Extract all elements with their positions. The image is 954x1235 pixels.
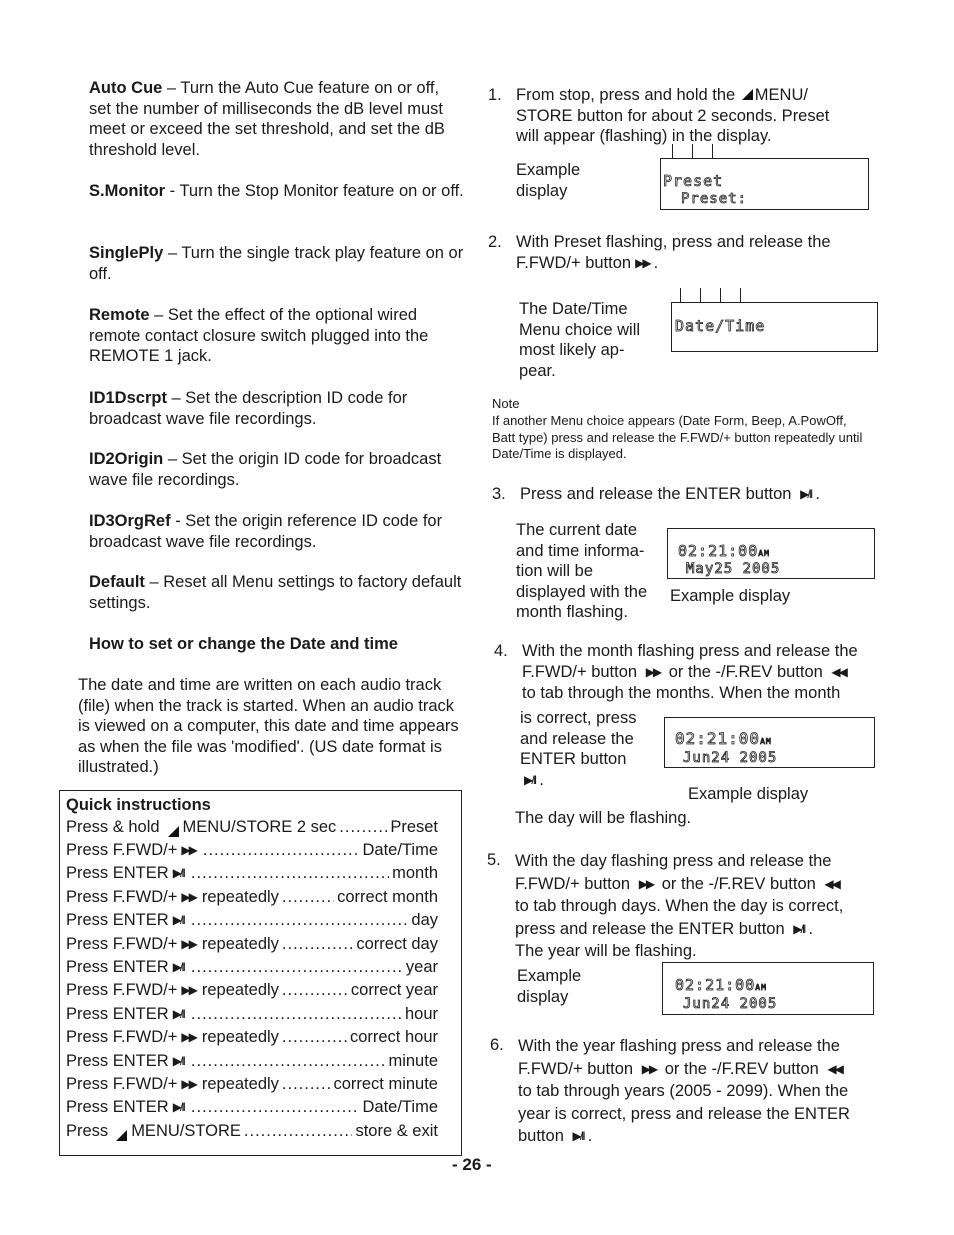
fast-forward-icon: ▶▶ — [181, 983, 196, 998]
quick-instruction-row: Press ENTER ▶/II ..... year — [66, 955, 438, 977]
step-1-number: 1. — [488, 86, 502, 104]
step-4-continued: is correct, press and release the ENTER button ▶/II . — [520, 709, 637, 789]
quick-instruction-row: Press ENTER ▶/II ..... hour — [66, 1002, 438, 1024]
step-5-caption: Example display — [517, 967, 582, 1006]
step-4-number: 4. — [494, 642, 508, 660]
lcd-display-year: 02:21:00AM Jun24 2005 — [662, 962, 874, 1015]
step-2-caption: The Date/Time Menu choice will most likely ap-pear. — [519, 300, 641, 380]
play-pause-icon: ▶/II — [800, 487, 812, 501]
play-pause-icon: ▶/II — [172, 866, 184, 881]
step-4-text: With the month flashing press and release the F.FWD/+ button ▶▶ or the -/F.REV button ◀◀ to tab through the months. When the month — [522, 642, 858, 702]
def-singleply: SinglePly – Turn the single track play feature on or off. — [89, 244, 464, 283]
fast-forward-icon: ▶▶ — [645, 664, 661, 679]
section-heading: How to set or change the Date and time — [89, 635, 398, 653]
step-2-number: 2. — [488, 233, 502, 251]
quick-instruction-row: Press ENTER ▶/II ..... minute — [66, 1049, 438, 1071]
play-pause-icon: ▶/II — [524, 772, 536, 787]
quick-instruction-row: Press F.FWD/+ ▶▶ ..... Date/Time — [66, 838, 438, 860]
fast-forward-icon: ▶▶ — [181, 842, 196, 857]
play-pause-icon: ▶/II — [172, 1053, 184, 1068]
step-1-caption: Example display — [516, 161, 581, 200]
lcd-display-month-flashing: 02:21:00AM May25 2005 — [667, 528, 875, 579]
play-pause-icon: ▶/II — [793, 921, 805, 936]
fast-forward-icon: ▶▶ — [641, 1061, 657, 1076]
fast-forward-icon: ▶▶ — [181, 889, 196, 904]
step-3-number: 3. — [492, 485, 506, 503]
quick-instruction-row: Press ENTER ▶/II ..... Date/Time — [66, 1096, 438, 1118]
quick-instruction-row: Press F.FWD/+ ▶▶ repeatedly ..... correct day — [66, 932, 438, 954]
note-text: If another Menu choice appears (Date Form, Beep, A.PowOff, Batt type) press and release the F.FWD/+ button repeatedly until Date/Time is displayed. — [492, 413, 863, 461]
play-pause-icon: ▶/II — [172, 959, 184, 974]
step-3-caption: The current date and time informa-tion will be displayed with the month flashing. — [516, 521, 648, 621]
fast-forward-icon: ▶▶ — [181, 1030, 196, 1045]
menu-triangle-icon — [742, 89, 753, 100]
fast-forward-icon: ▶▶ — [181, 936, 196, 951]
def-auto-cue: Auto Cue – Turn the Auto Cue feature on or off, set the number of milliseconds the dB level must meet or exceed the set threshold, and set the dB threshold level. — [89, 79, 445, 159]
rewind-icon: ◀◀ — [824, 876, 839, 891]
menu-triangle-icon — [116, 1130, 127, 1141]
intro-paragraph: The date and time are written on each audio track (file) when the track is started. When an audio track is viewed on a computer, this date and time appears as when the file was 'modified'. (US date format is illustrated.) — [78, 676, 459, 776]
quick-instruction-row: Press F.FWD/+ ▶▶ repeatedly ..... correct hour — [66, 1026, 438, 1048]
def-default: Default – Reset all Menu settings to factory default settings. — [89, 573, 462, 612]
play-pause-icon: ▶/II — [172, 1006, 184, 1021]
lcd-display-date-time: Date/Time — [671, 302, 878, 352]
play-pause-icon: ▶/II — [172, 913, 184, 928]
fast-forward-icon: ▶▶ — [635, 255, 650, 270]
step-2-text: With Preset flashing, press and release the F.FWD/+ button ▶▶ . — [516, 233, 831, 272]
menu-triangle-icon — [168, 826, 179, 837]
def-remote: Remote – Set the effect of the optional wired remote contact closure switch plugged into the REMOTE 1 jack. — [89, 306, 429, 365]
step-6-text: With the year flashing press and release the F.FWD/+ button ▶▶ or the -/F.REV button ◀◀ to tab through years (2005 - 2099). When the year is correct, press and release the ENTER button ▶/II . — [518, 1035, 870, 1148]
def-s-monitor: S.Monitor - Turn the Stop Monitor feature on or off. — [89, 182, 464, 200]
def-id2origin: ID2Origin – Set the origin ID code for broadcast wave file recordings. — [89, 450, 442, 489]
fast-forward-icon: ▶▶ — [638, 876, 654, 891]
quick-instruction-row: Press & hold MENU/STORE 2 sec ..... Preset — [66, 815, 438, 837]
quick-instruction-row: Press F.FWD/+ ▶▶ repeatedly ..... correct minute — [66, 1072, 438, 1094]
step-1-text: From stop, press and hold the MENU/ STORE button for about 2 seconds. Preset will appear (flashing) in the display. — [516, 86, 830, 145]
quick-instruction-row: Press ENTER ▶/II ..... month — [66, 862, 438, 884]
lcd-display-day: 02:21:00AM Jun24 2005 — [664, 717, 875, 768]
rewind-icon: ◀◀ — [827, 1061, 842, 1076]
step-3-example-label: Example display — [670, 587, 791, 605]
step-4-result: The day will be flashing. — [515, 809, 692, 827]
quick-instructions-box — [59, 790, 462, 1156]
step-6-number: 6. — [490, 1036, 504, 1054]
def-id3orgref: ID3OrgRef - Set the origin reference ID code for broadcast wave file recordings. — [89, 512, 443, 551]
quick-instruction-row: Press MENU/STORE ..... store & exit — [66, 1119, 438, 1141]
quick-instructions-title: Quick instructions — [66, 796, 211, 814]
step-5-text: With the day flashing press and release the F.FWD/+ button ▶▶ or the -/F.REV button ◀◀ to tab through days. When the day is correct, press and release the ENTER button ▶/II . The year will be flashing. — [515, 852, 844, 960]
quick-instruction-row: Press ENTER ▶/II ..... day — [66, 909, 438, 931]
fast-forward-icon: ▶▶ — [181, 1076, 196, 1091]
step-5-number: 5. — [487, 851, 501, 869]
play-pause-icon: ▶/II — [572, 1129, 584, 1143]
rewind-icon: ◀◀ — [831, 664, 846, 679]
lcd-display-preset: Preset Preset: — [660, 158, 869, 210]
play-pause-icon: ▶/II — [172, 1100, 184, 1115]
quick-instruction-row: Press F.FWD/+ ▶▶ repeatedly ..... correct year — [66, 979, 438, 1001]
quick-instruction-row: Press F.FWD/+ ▶▶ repeatedly ..... correct month — [66, 885, 438, 907]
page-number: - 26 - — [452, 1155, 492, 1174]
step-4-example-label: Example display — [688, 785, 809, 803]
step-3-text: Press and release the ENTER button ▶/II . — [520, 485, 820, 503]
def-id1dscrpt: ID1Dscrpt – Set the description ID code for broadcast wave file recordings. — [89, 389, 408, 428]
note-title: Note — [492, 396, 520, 411]
